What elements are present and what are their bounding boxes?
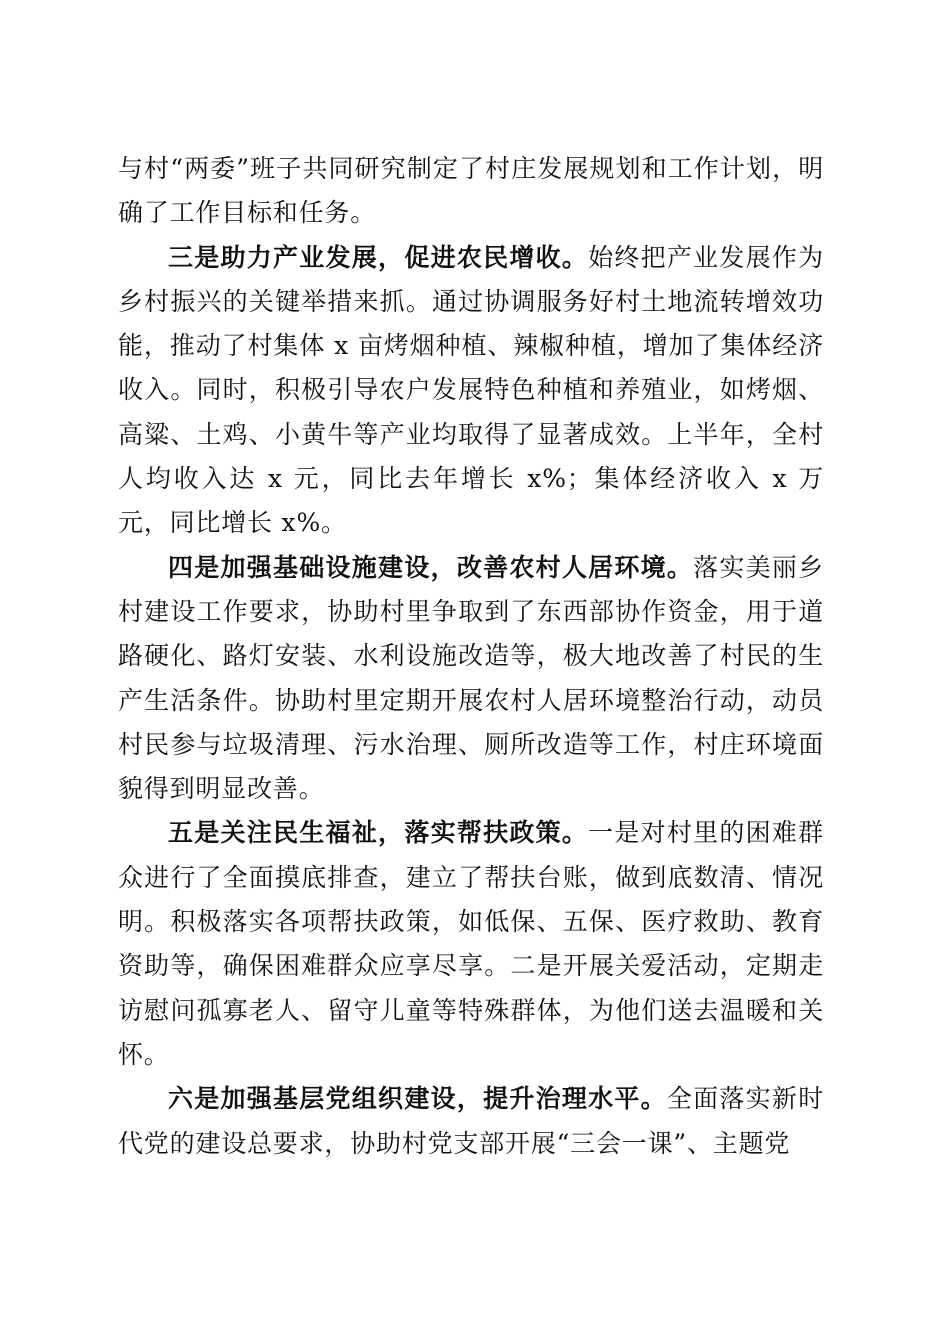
paragraph-heading: 六是加强基层党组织建设，提升治理水平。 xyxy=(168,1084,667,1114)
paragraph-industry-development xyxy=(118,236,824,546)
document-body xyxy=(118,147,824,1166)
paragraph-heading: 五是关注民生福祉，落实帮扶政策。 xyxy=(168,818,589,848)
paragraph-text: 始终把产业发展作为乡村振兴的关键举措来抓。通过协调服务好村土地流转增效功能，推动了村集体 x 亩烤烟种植、辣椒种植，增加了集体经济收入。同时，积极引导农户发展特色种植和养殖业，如烤烟、高粱、土鸡、小黄牛等产业均取得了显著成效。上半年，全村人均收入达 x 元，同比去年增长 x%；集体经济收入 x 万元，同比增长 x%。 xyxy=(118,242,824,538)
paragraph-text: 一是对村里的困难群众进行了全面摸底排查，建立了帮扶台账，做到底数清、情况明。积极落实各项帮扶政策，如低保、五保、医疗救助、教育资助等，确保困难群众应享尽享。二是开展关爱活动，定期走访慰问孤寡老人、留守儿童等特殊群体，为他们送去温暖和关怀。 xyxy=(118,818,824,1069)
paragraph-infrastructure xyxy=(118,546,824,812)
paragraph-party-building xyxy=(118,1077,824,1166)
paragraph-text: 落实美丽乡村建设工作要求，协助村里争取到了东西部协作资金，用于道路硬化、路灯安装、水利设施改造等，极大地改善了村民的生产生活条件。协助村里定期开展农村人居环境整治行动，动员村民参与垃圾清理、污水治理、厕所改造等工作，村庄环境面貌得到明显改善。 xyxy=(118,552,824,804)
paragraph-livelihood xyxy=(118,811,824,1077)
paragraph-text: 全面落实新时代党的建设总要求，协助村党支部开展“三会一课”、主题党 xyxy=(118,1084,824,1158)
paragraph-continuation xyxy=(118,147,824,236)
paragraph-text: 与村“两委”班子共同研究制定了村庄发展规划和工作计划，明确了工作目标和任务。 xyxy=(118,154,824,228)
paragraph-heading: 三是助力产业发展，促进农民增收。 xyxy=(168,242,589,272)
paragraph-heading: 四是加强基础设施建设，改善农村人居环境。 xyxy=(168,552,694,582)
